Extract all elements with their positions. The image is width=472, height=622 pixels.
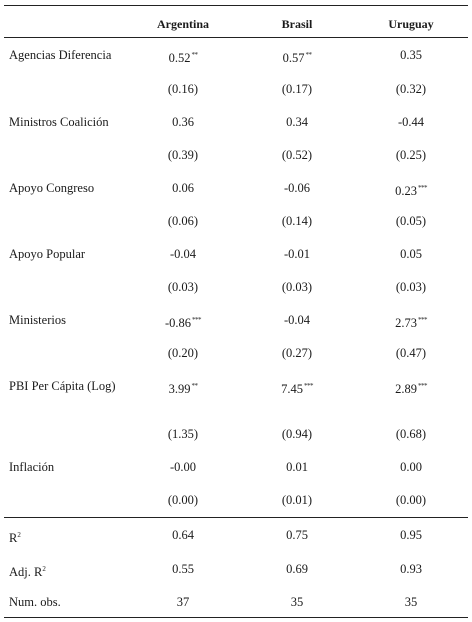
row-label: Agencias Diferencia — [9, 48, 112, 62]
significance-stars: *** — [417, 184, 427, 192]
cell-value: -0.86 — [164, 316, 192, 330]
top-rule — [4, 5, 468, 6]
significance-stars: ** — [191, 382, 198, 390]
cell-value: (0.01) — [281, 493, 313, 507]
cell-value: -0.44 — [397, 115, 425, 129]
cell-uruguay — [396, 280, 426, 294]
cell-brasil — [282, 427, 312, 441]
cell-argentina — [165, 313, 201, 330]
cell-value: 0.00 — [400, 460, 422, 474]
cell-value: 0.06 — [172, 181, 194, 195]
cell-value: (0.06) — [167, 214, 199, 228]
stat-argentina: 0.55 — [172, 562, 194, 576]
cell-value: 0.34 — [286, 115, 308, 129]
cell-argentina — [168, 493, 198, 507]
cell-brasil — [281, 379, 313, 396]
row-label: Apoyo Congreso — [9, 181, 95, 195]
cell-uruguay — [396, 427, 426, 441]
cell-argentina — [168, 148, 198, 162]
row-label: Ministerios — [9, 313, 66, 327]
cell-argentina — [172, 115, 194, 129]
row-label: Inflación — [9, 460, 55, 474]
cell-value: 3.99 — [168, 382, 191, 396]
cell-uruguay — [400, 48, 422, 62]
cell-argentina — [170, 460, 196, 474]
stat-brasil: 0.69 — [286, 562, 308, 576]
stat-brasil: 35 — [290, 595, 304, 609]
cell-value: 2.73 — [395, 316, 417, 330]
cell-uruguay — [396, 346, 426, 360]
column-header-argentina: Argentina — [157, 17, 209, 31]
cell-uruguay — [400, 247, 422, 261]
significance-stars: ** — [305, 51, 312, 59]
cell-value: 0.01 — [286, 460, 308, 474]
cell-uruguay — [396, 148, 426, 162]
cell-uruguay — [400, 460, 422, 474]
cell-value: 0.23 — [395, 184, 417, 198]
cell-brasil — [286, 115, 308, 129]
cell-value: (0.94) — [281, 427, 313, 441]
cell-brasil — [284, 247, 310, 261]
stat-argentina: 37 — [176, 595, 190, 609]
cell-uruguay — [395, 313, 427, 330]
cell-value: (0.52) — [281, 148, 313, 162]
cell-argentina — [168, 82, 198, 96]
cell-uruguay — [398, 115, 424, 129]
stat-argentina: 0.64 — [172, 528, 194, 542]
cell-value: 2.89 — [395, 382, 417, 396]
cell-brasil — [282, 82, 312, 96]
column-header-brasil: Brasil — [281, 17, 313, 31]
cell-argentina — [169, 379, 198, 396]
cell-uruguay — [395, 181, 427, 198]
cell-brasil — [282, 493, 312, 507]
cell-value: (0.03) — [167, 280, 199, 294]
superscript: 2 — [42, 565, 46, 573]
cell-value: (0.03) — [395, 280, 427, 294]
cell-value: (0.05) — [395, 214, 427, 228]
cell-value: (0.14) — [281, 214, 313, 228]
cell-value: -0.04 — [283, 313, 311, 327]
significance-stars: *** — [417, 316, 427, 324]
significance-stars: *** — [417, 382, 427, 390]
cell-brasil — [284, 313, 310, 327]
stat-uruguay: 35 — [404, 595, 418, 609]
cell-argentina — [169, 48, 198, 65]
cell-brasil — [283, 48, 312, 65]
cell-argentina — [170, 247, 196, 261]
cell-value: (0.27) — [281, 346, 313, 360]
cell-value: (0.17) — [281, 82, 313, 96]
cell-value: -0.04 — [169, 247, 197, 261]
cell-brasil — [282, 148, 312, 162]
cell-uruguay — [395, 379, 427, 396]
significance-stars: *** — [303, 382, 313, 390]
cell-value: (0.39) — [167, 148, 199, 162]
cell-uruguay — [396, 214, 426, 228]
stat-uruguay: 0.95 — [400, 528, 422, 542]
cell-argentina — [168, 346, 198, 360]
cell-argentina — [168, 280, 198, 294]
cell-value: (0.32) — [395, 82, 427, 96]
superscript: 2 — [17, 531, 21, 539]
significance-stars: ** — [191, 51, 198, 59]
cell-brasil — [284, 181, 310, 195]
cell-value: 0.57 — [282, 51, 305, 65]
cell-value: (0.68) — [395, 427, 427, 441]
cell-value: (0.00) — [395, 493, 427, 507]
cell-value: (0.47) — [395, 346, 427, 360]
cell-brasil — [282, 214, 312, 228]
cell-value: (0.00) — [167, 493, 199, 507]
stat-label-text: Adj. R — [9, 565, 43, 579]
cell-brasil — [282, 346, 312, 360]
cell-uruguay — [396, 82, 426, 96]
stat-label — [9, 528, 21, 545]
cell-value: 0.36 — [172, 115, 194, 129]
cell-brasil — [282, 280, 312, 294]
cell-argentina — [168, 214, 198, 228]
row-label: Ministros Coalición — [9, 115, 109, 129]
stat-label — [9, 562, 46, 579]
cell-value: -0.01 — [283, 247, 311, 261]
cell-value: (1.35) — [167, 427, 199, 441]
cell-value: 0.35 — [400, 48, 422, 62]
cell-value: (0.25) — [395, 148, 427, 162]
stat-label-text: Num. obs. — [9, 595, 61, 609]
stat-uruguay: 0.93 — [400, 562, 422, 576]
stat-label — [9, 595, 61, 609]
cell-value: (0.20) — [167, 346, 199, 360]
stats-rule — [4, 517, 468, 518]
stat-brasil: 0.75 — [286, 528, 308, 542]
bottom-rule — [4, 617, 468, 618]
cell-value: 0.52 — [168, 51, 191, 65]
cell-value: -0.06 — [283, 181, 311, 195]
cell-argentina — [172, 181, 194, 195]
cell-brasil — [286, 460, 308, 474]
stat-label-text: R — [9, 531, 18, 545]
cell-argentina — [168, 427, 198, 441]
cell-value: -0.00 — [169, 460, 197, 474]
cell-value: 7.45 — [281, 382, 303, 396]
column-header-uruguay: Uruguay — [388, 17, 434, 31]
header-rule — [4, 37, 468, 38]
row-label: Apoyo Popular — [9, 247, 86, 261]
cell-value: 0.05 — [400, 247, 422, 261]
significance-stars: *** — [192, 316, 202, 324]
row-label: PBI Per Cápita (Log) — [9, 379, 116, 393]
cell-value: (0.16) — [167, 82, 199, 96]
cell-uruguay — [396, 493, 426, 507]
cell-value: (0.03) — [281, 280, 313, 294]
